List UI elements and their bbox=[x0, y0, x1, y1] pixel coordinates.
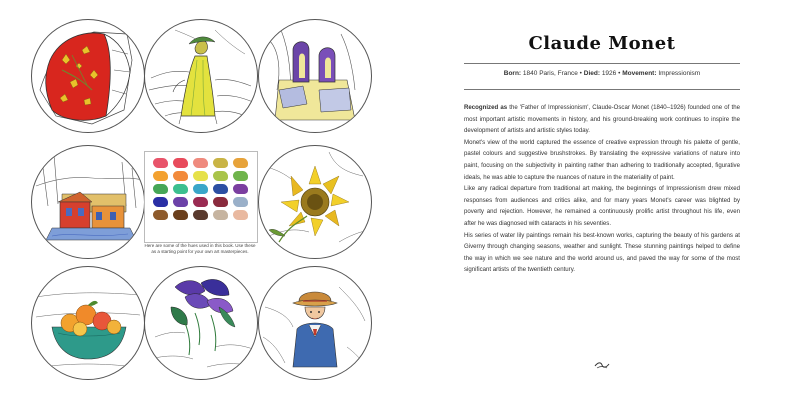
born-value: 1840 Paris, France bbox=[522, 70, 578, 77]
colour-swatch bbox=[153, 197, 168, 207]
colour-swatch bbox=[173, 158, 188, 168]
meta-separator: • bbox=[579, 70, 582, 77]
colour-swatch bbox=[173, 184, 188, 194]
page-title: Claude Monet bbox=[528, 33, 676, 54]
biography-paragraph bbox=[464, 102, 740, 137]
died-label: Died: bbox=[583, 70, 600, 77]
biography-paragraph bbox=[464, 183, 740, 229]
colour-swatch bbox=[153, 210, 168, 220]
colour-swatch bbox=[233, 184, 248, 194]
died-value: 1926 bbox=[601, 70, 617, 77]
biography-paragraph bbox=[464, 230, 740, 276]
sunflower-illustration-icon bbox=[258, 145, 372, 259]
colour-swatch bbox=[233, 197, 248, 207]
colour-swatch bbox=[193, 210, 208, 220]
colour-swatch bbox=[193, 171, 208, 181]
biography-paragraph bbox=[464, 137, 740, 183]
meta-separator: • bbox=[618, 70, 621, 77]
colour-swatch bbox=[233, 171, 248, 181]
top-divider bbox=[464, 63, 740, 64]
colour-swatch bbox=[173, 171, 188, 181]
paragraph-text: Like any radical departure from traditional art making, the beginnings of Impressionism drew mixed responses from audiences and critics alike, and for many years Monet's career was blighted by poverty and rejection. However, he remained a continuously prolific artist throughout his life, even after he was diagnosed with cataracts in his seventies. bbox=[464, 185, 740, 227]
colour-swatch bbox=[233, 210, 248, 220]
paragraph-lead: Recognized as bbox=[464, 104, 508, 111]
fruit-bowl-illustration-icon bbox=[31, 266, 145, 380]
artist-meta bbox=[464, 70, 740, 77]
colour-swatch bbox=[213, 171, 228, 181]
colour-swatch bbox=[193, 158, 208, 168]
parasol-woman-illustration-icon bbox=[144, 19, 258, 133]
born-label: Born: bbox=[503, 70, 522, 77]
movement-label: Movement: bbox=[622, 70, 657, 77]
boy-in-hat-illustration-icon bbox=[258, 266, 372, 380]
colour-swatch bbox=[153, 171, 168, 181]
colour-swatch bbox=[193, 184, 208, 194]
colour-swatch-panel bbox=[144, 151, 258, 243]
kimono-illustration-icon bbox=[31, 19, 145, 133]
cathedral-illustration-icon bbox=[258, 19, 372, 133]
paragraph-text: His series of water lily paintings remain his best-known works, capturing the beauty of his gardens at Giverny through changing seasons, weather and sunlight. These stunning paintings helped to define the way in which we see nature and the world around us, and paved the way for some of the most significant artists of the twentieth century. bbox=[464, 231, 740, 274]
paragraph-text: the 'Father of Impressionism', Claude-Oscar Monet (1840–1926) founded one of the most important artistic movements in history, and his ground-breaking work continues to inspire the development of artists and artistic styles today. bbox=[464, 104, 740, 135]
biography-text bbox=[464, 102, 740, 276]
colour-swatch bbox=[233, 158, 248, 168]
colour-swatch bbox=[213, 210, 228, 220]
colour-swatch bbox=[173, 197, 188, 207]
colour-swatch bbox=[193, 197, 208, 207]
ornament-icon bbox=[594, 360, 610, 370]
colour-swatch bbox=[213, 184, 228, 194]
movement-value: Impressionism bbox=[658, 70, 701, 77]
irises-illustration-icon bbox=[144, 266, 258, 380]
village-houses-illustration-icon bbox=[31, 145, 145, 259]
colour-swatch-grid bbox=[153, 158, 249, 220]
colour-swatch bbox=[213, 158, 228, 168]
colour-swatch bbox=[153, 158, 168, 168]
colour-swatch bbox=[213, 197, 228, 207]
colour-swatch bbox=[173, 210, 188, 220]
paragraph-text: Monet's view of the world captured the essence of creative expression through his palette of gentle, pastel colours and suggestive brushstrokes. By translating the expressive variations of nature into paint, focusing on the subjectivity in painting rather than adhering to traditionally accepted, figurative ideals, he was able to capture the nuances of nature in the materiality of paint. bbox=[464, 138, 740, 181]
colour-swatch bbox=[153, 184, 168, 194]
bottom-divider bbox=[464, 89, 740, 90]
swatch-caption: Here are some of the hues used in this book. Use these as a starting point for your own art masterpieces. bbox=[144, 243, 256, 254]
right-page bbox=[400, 0, 800, 400]
